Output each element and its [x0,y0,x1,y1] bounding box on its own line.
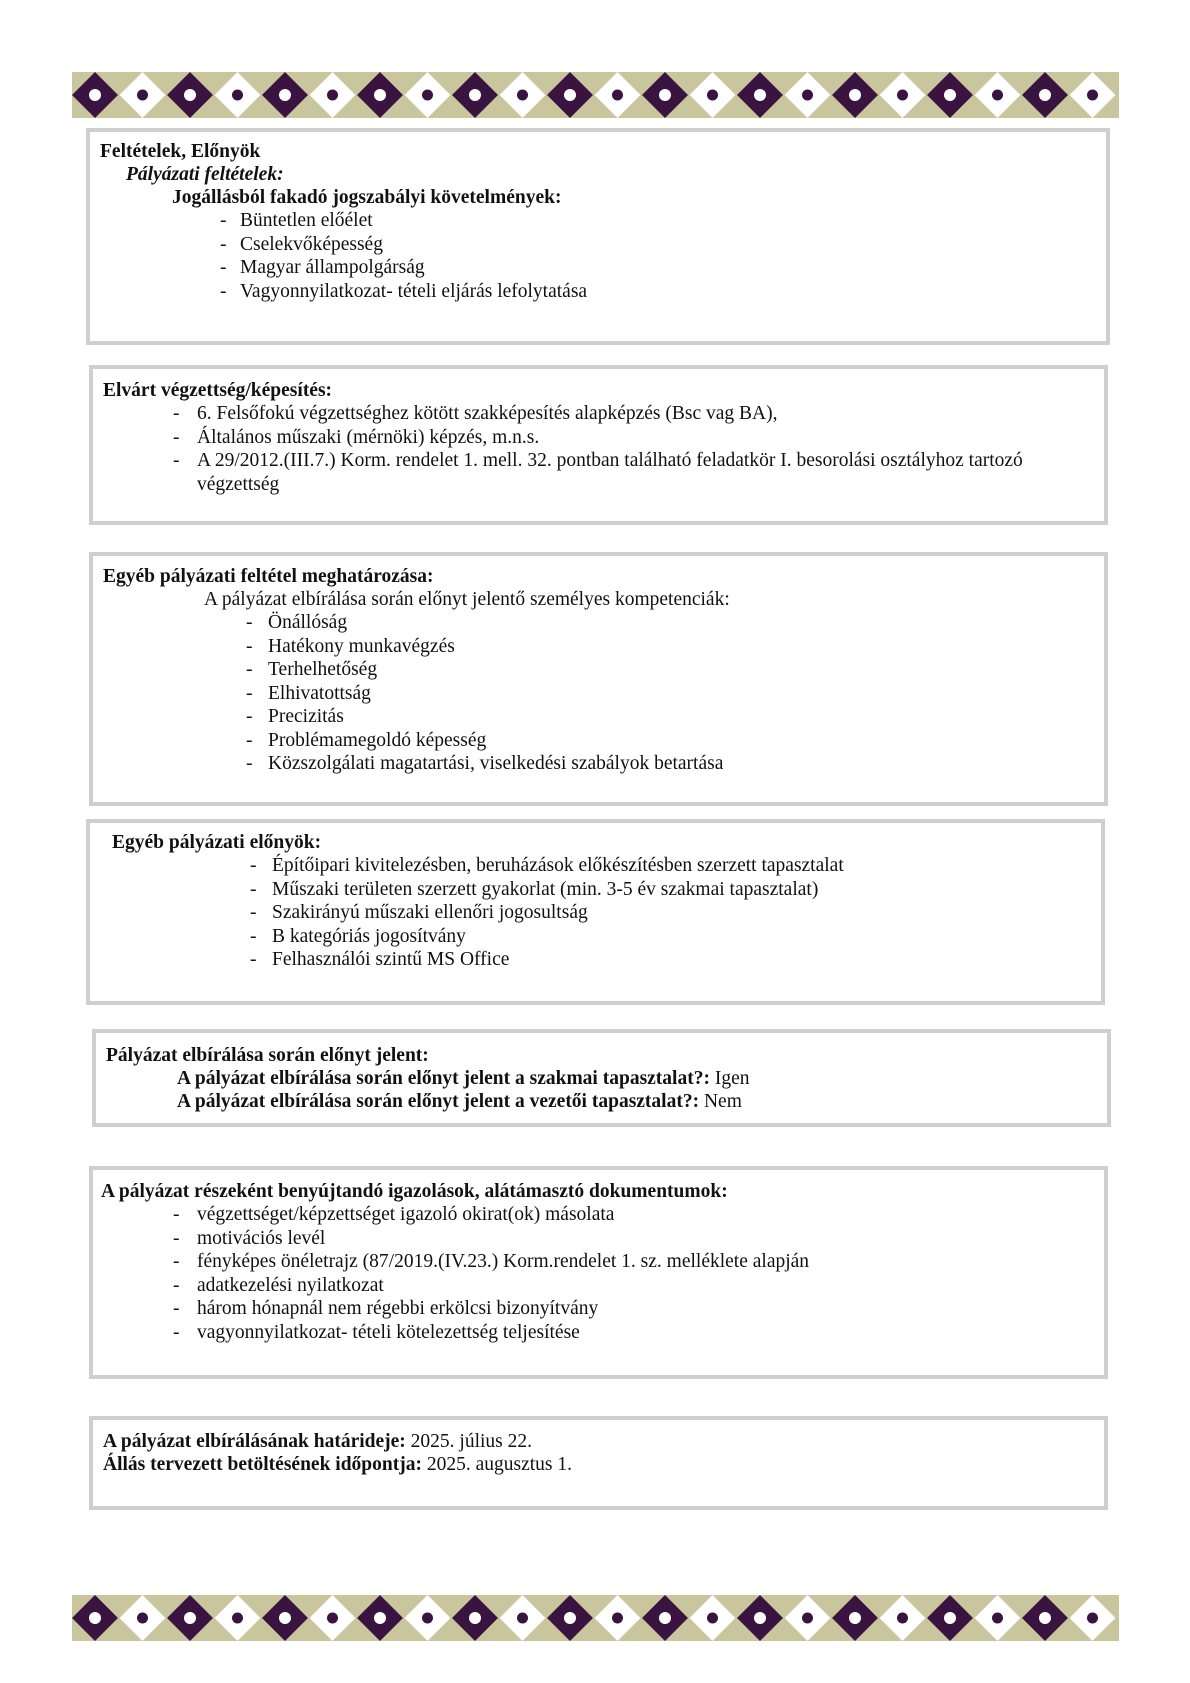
conditions-list [220,209,587,303]
documents-title: A pályázat részeként benyújtandó igazolások, alátámasztó dokumentumok: [101,1181,728,1202]
diamond-dot [184,89,196,101]
diamond-dot [564,1612,576,1624]
list-item: - Büntetlen előélet [220,210,373,231]
diamond-dot [897,90,908,101]
list-item: - Problémamegoldó képesség [246,729,487,751]
list-item: - Cselekvőképesség [220,233,383,255]
education-title: Elvárt végzettség/képesítés: [103,380,333,401]
diamond-dot [89,89,101,101]
other-advantages-title: Egyéb pályázati előnyök: [112,832,322,853]
conditions-box [86,128,1110,345]
advantages-list [250,854,844,972]
list-item: - Felhasználói szintű MS Office [250,949,510,970]
diamond-dot [849,89,861,101]
evaluation-box [92,1029,1111,1127]
documents-box [89,1166,1108,1379]
question-value: Igen [714,1068,750,1089]
diamond-dot [469,89,481,101]
evaluation-title: Pályázat elbírálása során előnyt jelent: [106,1045,429,1066]
list-item: - Precizitás [246,706,344,727]
diamond-dot [897,1613,908,1624]
diamond-dot [184,1612,196,1624]
list-item: - fényképes önéletrajz (87/2019.(IV.23.) Korm.rendelet 1. sz. melléklete alapján [173,1251,810,1272]
evaluation-question-professional [177,1067,750,1091]
diamond-dot [992,1613,1003,1624]
list-item: - Szakirányú műszaki ellenőri jogosultság [250,902,588,923]
education-list [173,402,1093,496]
diamond-dot [659,1612,671,1624]
other-conditions-title: Egyéb pályázati feltétel meghatározása: [103,566,434,587]
list-item: - Műszaki területen szerzett gyakorlat (min. 3-5 év szakmai tapasztalat) [250,878,819,900]
diamond-dot [327,90,338,101]
list-item: - Építőipari kivitelezésben, beruházások előkészítésben szerzett tapasztalat [250,855,844,876]
diamond-dot [279,1612,291,1624]
conditions-subheading: Pályázati feltételek: [126,164,284,185]
diamond-dot [944,89,956,101]
education-box [89,365,1108,525]
list-item: - végzettséget/képzettséget igazoló okirat(ok) másolata [173,1204,615,1225]
diamond-dot [1039,89,1051,101]
diamond-dot [1087,90,1098,101]
diamond-dot [517,1613,528,1624]
diamond-dot [374,1612,386,1624]
diamond-dot [137,1613,148,1624]
diamond-dot [422,1613,433,1624]
list-item: - Általános műszaki (mérnöki) képzés, m.n.s. [173,426,540,448]
list-item: - Terhelhetőség [246,659,378,680]
question-label: A pályázat elbírálása során előnyt jelent a vezetői tapasztalat?: [177,1091,700,1112]
list-item: - A 29/2012.(III.7.) Korm. rendelet 1. mell. 32. pontban található feladatkör I. besorolási osztályhoz tartozó végzettség [173,450,1023,495]
diamond-dot [232,90,243,101]
list-item: - vagyonnyilatkozat- tételi kötelezettség teljesítése [173,1321,580,1343]
diamond-dot [944,1612,956,1624]
start-value: 2025. augusztus 1. [426,1454,573,1475]
diamond-dot [89,1612,101,1624]
diamond-dot [612,90,623,101]
diamond-dot [327,1613,338,1624]
diamond-dot [422,90,433,101]
diamond-dot [469,1612,481,1624]
conditions-group-title: Jogállásból fakadó jogszabályi követelmények: [172,187,562,208]
top-decorative-border [72,72,1119,118]
diamond-dot [564,89,576,101]
question-label: A pályázat elbírálása során előnyt jelent a szakmai tapasztalat?: [177,1068,710,1089]
planned-start-date [103,1453,572,1477]
diamond-dot [1039,1612,1051,1624]
list-item: - Magyar állampolgárság [220,257,425,278]
list-item: - 6. Felsőfokú végzettséghez kötött szakképesítés alapképzés (Bsc vag BA), [173,403,778,424]
dates-box [89,1416,1108,1510]
list-item: - Közszolgálati magatartási, viselkedési szabályok betartása [246,753,724,774]
list-item: - három hónapnál nem régebbi erkölcsi bizonyítvány [173,1298,599,1319]
diamond-dot [802,90,813,101]
other-conditions-intro: A pályázat elbírálása során előnyt jelentő személyes kompetenciák: [204,589,730,610]
list-item: - motivációs levél [173,1227,326,1249]
diamond-dot [802,1613,813,1624]
diamond-dot [374,89,386,101]
diamond-dot [612,1613,623,1624]
diamond-dot [849,1612,861,1624]
diamond-dot [232,1613,243,1624]
diamond-dot [659,89,671,101]
list-item: - B kategóriás jogosítvány [250,925,466,947]
diamond-dot [754,89,766,101]
question-value: Nem [703,1091,742,1112]
documents-list [173,1203,809,1344]
evaluation-deadline [103,1430,532,1454]
diamond-dot [707,1613,718,1624]
deadline-value: 2025. július 22. [410,1431,533,1452]
start-label: Állás tervezett betöltésének időpontja: [103,1454,422,1475]
list-item: - Elhivatottság [246,682,371,704]
list-item: - Önállóság [246,612,348,633]
bottom-decorative-border [72,1595,1119,1641]
diamond-dot [992,90,1003,101]
diamond-dot [517,90,528,101]
list-item: - adatkezelési nyilatkozat [173,1274,384,1296]
diamond-dot [754,1612,766,1624]
list-item: - Hatékony munkavégzés [246,635,455,657]
deadline-label: A pályázat elbírálásának határideje: [103,1431,406,1452]
diamond-dot [137,90,148,101]
diamond-dot [279,89,291,101]
list-item: - Vagyonnyilatkozat- tételi eljárás lefolytatása [220,280,588,302]
evaluation-question-managerial [177,1090,742,1114]
diamond-dot [1087,1613,1098,1624]
conditions-heading: Feltételek, Előnyök [100,141,261,162]
other-conditions-box [89,552,1108,806]
diamond-dot [707,90,718,101]
competency-list [246,611,723,776]
other-advantages-box [86,819,1105,1005]
